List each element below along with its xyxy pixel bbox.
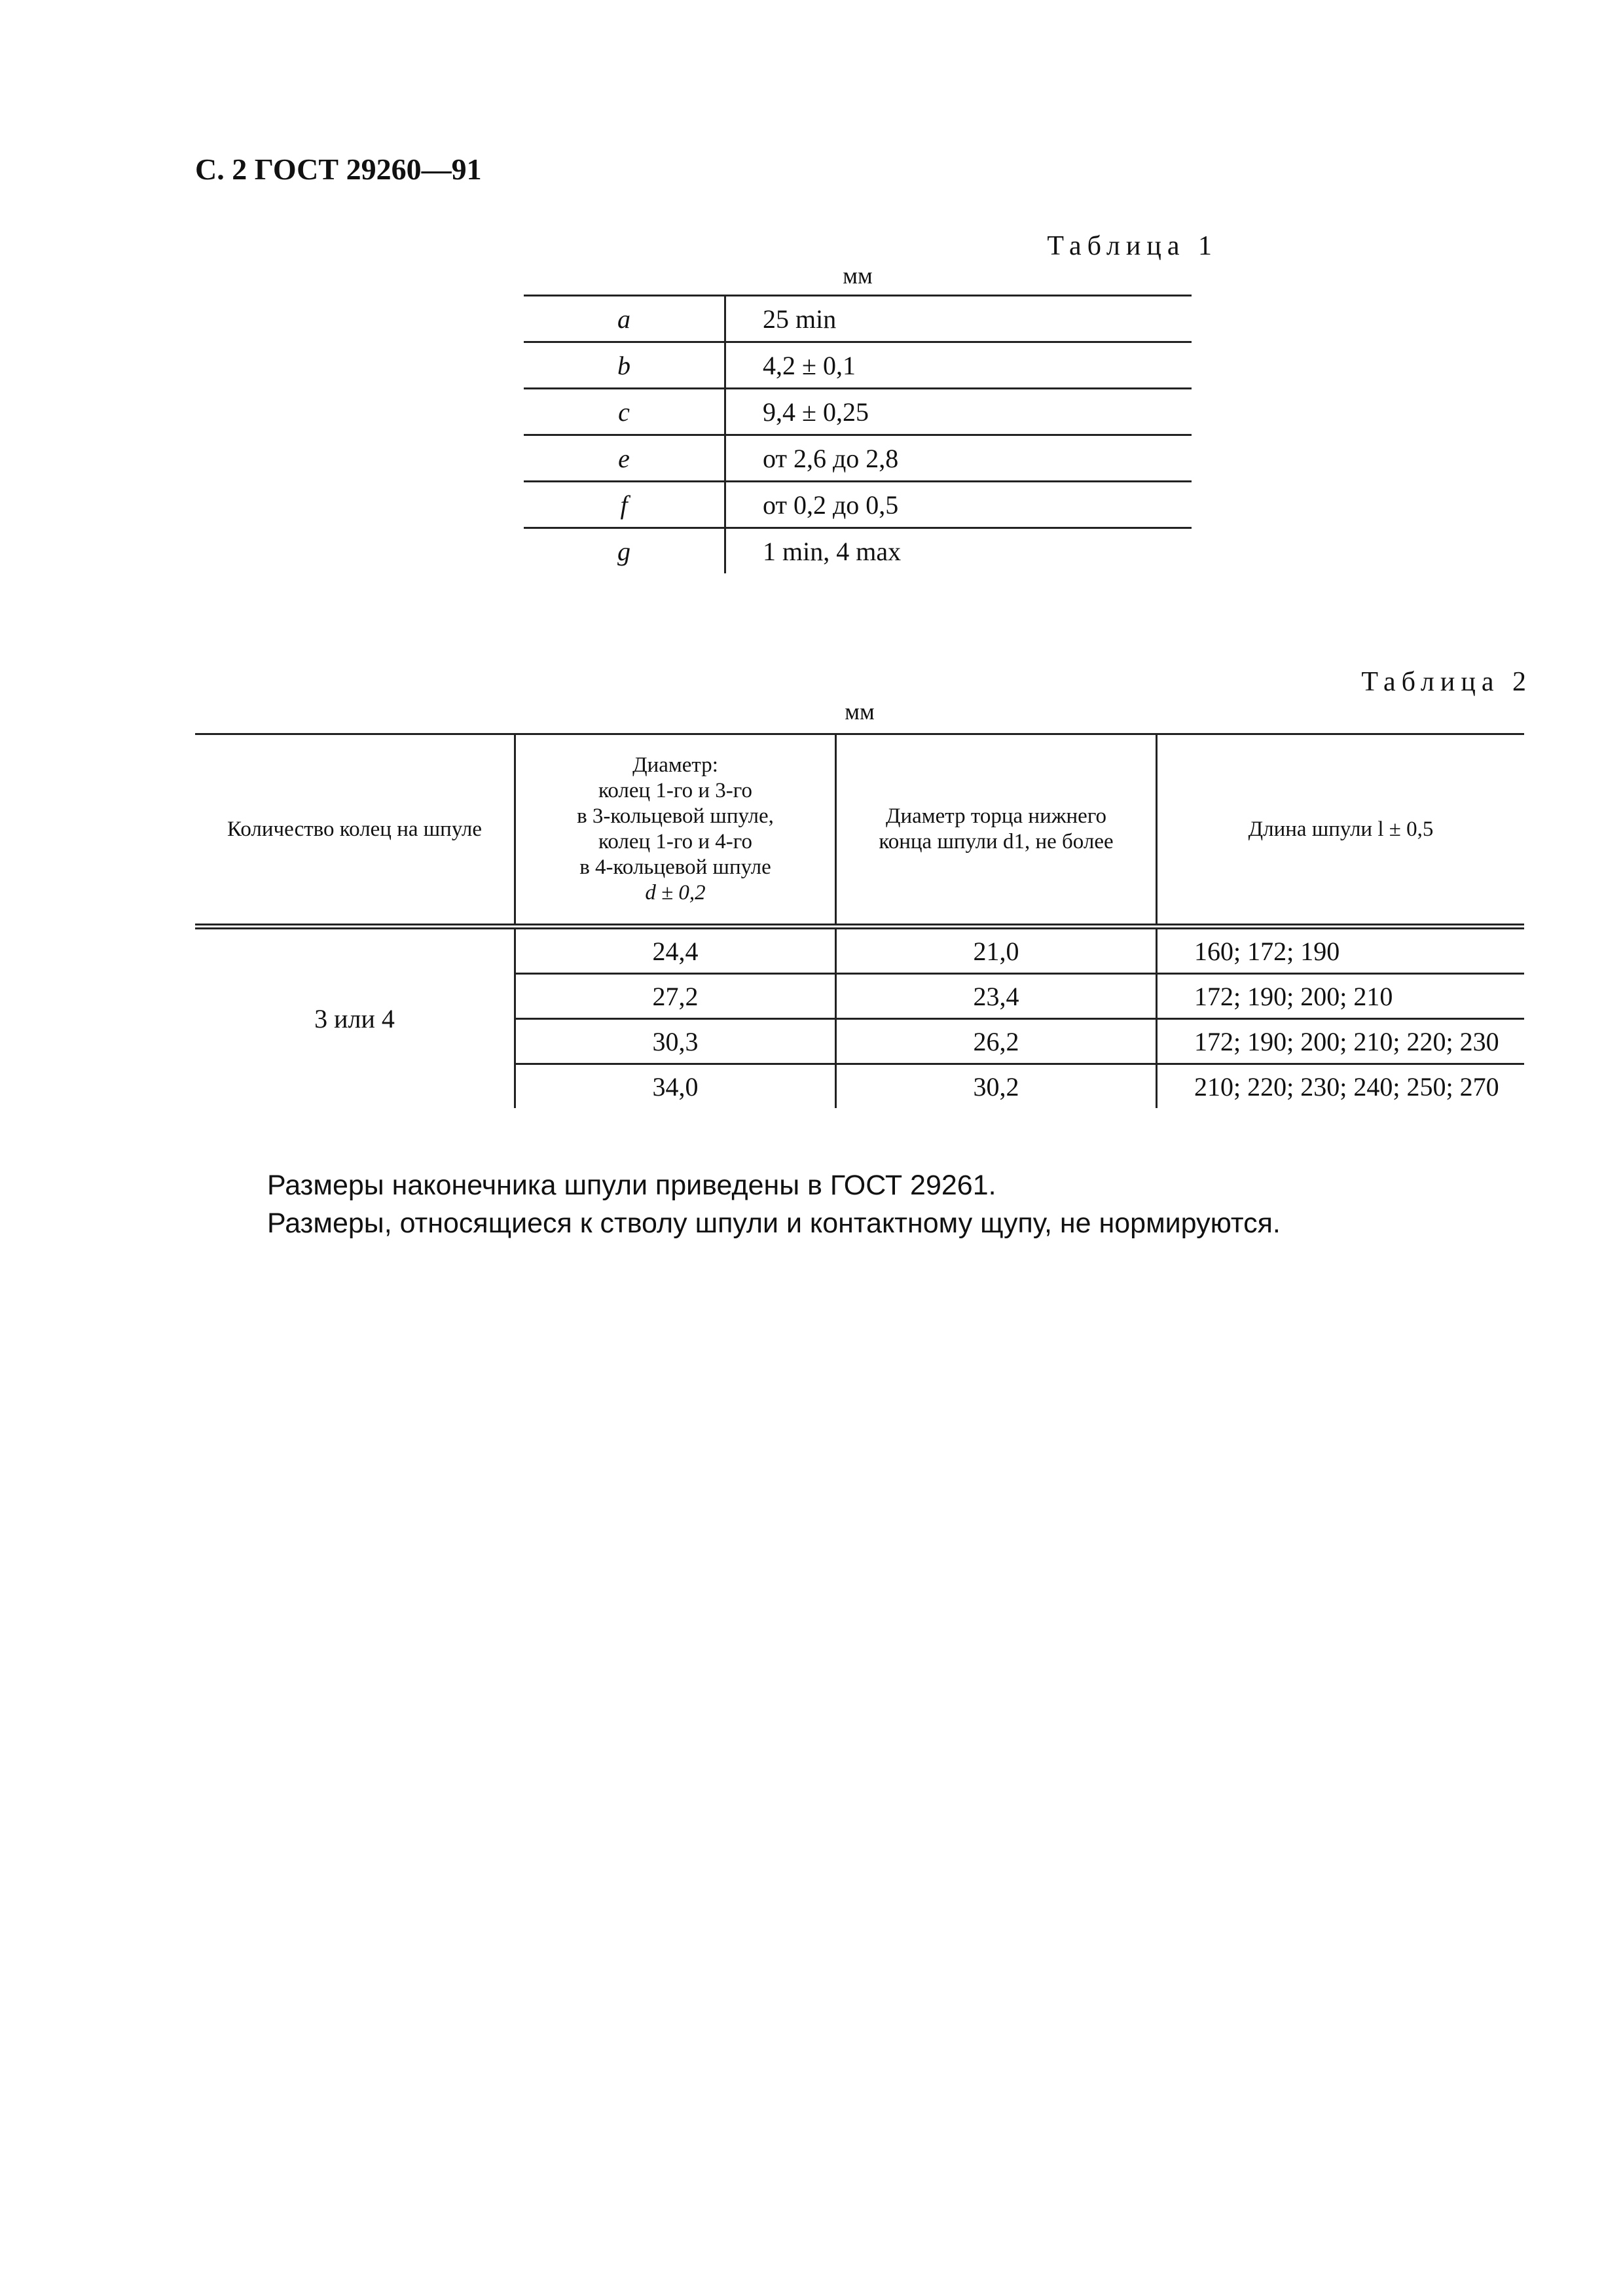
table-row <box>524 296 1192 342</box>
table1-caption: Таблица 1 <box>1047 231 1218 261</box>
header-line: d ± 0,2 <box>645 881 706 905</box>
symbol-cell: e <box>524 435 725 482</box>
end-diameter-cell: 23,4 <box>836 974 1157 1019</box>
header-line: Диаметр: <box>632 753 718 777</box>
note-line: Размеры, относящиеся к стволу шпули и контактному щупу, не нормируются. <box>267 1208 1281 1239</box>
value-cell: от 2,6 до 2,8 <box>725 435 1192 482</box>
ring-count-cell: 3 или 4 <box>195 927 515 1109</box>
table1 <box>524 295 1192 573</box>
symbol-cell: c <box>524 389 725 435</box>
table2 <box>195 733 1524 1108</box>
table2-caption: Таблица 2 <box>1361 667 1532 697</box>
end-diameter-cell: 26,2 <box>836 1019 1157 1064</box>
page-header: С. 2 ГОСТ 29260—91 <box>195 152 482 186</box>
header-ring-count: Количество колец на шпуле <box>195 734 515 927</box>
header-line: конца шпули d1, не более <box>879 830 1114 853</box>
value-cell: от 0,2 до 0,5 <box>725 482 1192 528</box>
table-row <box>524 482 1192 528</box>
notes <box>267 1166 1511 1242</box>
symbol-cell: g <box>524 528 725 574</box>
table-row <box>195 927 1524 974</box>
diameter-cell: 24,4 <box>515 927 836 974</box>
table-row <box>524 435 1192 482</box>
value-cell: 25 min <box>725 296 1192 342</box>
symbol-cell: f <box>524 482 725 528</box>
diameter-cell: 27,2 <box>515 974 836 1019</box>
header-line: в 3-кольцевой шпуле, <box>577 804 774 828</box>
note-line: Размеры наконечника шпули приведены в ГОСТ 29261. <box>267 1170 996 1201</box>
end-diameter-cell: 21,0 <box>836 927 1157 974</box>
length-cell: 160; 172; 190 <box>1157 927 1525 974</box>
table-row <box>524 528 1192 574</box>
header-line: Диаметр торца нижнего <box>885 804 1107 828</box>
length-cell: 172; 190; 200; 210; 220; 230 <box>1157 1019 1525 1064</box>
header-length: Длина шпули l ± 0,5 <box>1157 734 1525 927</box>
symbol-cell: a <box>524 296 725 342</box>
end-diameter-cell: 30,2 <box>836 1064 1157 1109</box>
table-row <box>524 342 1192 389</box>
header-line: в 4-кольцевой шпуле <box>579 855 771 879</box>
header-line: колец 1-го и 4-го <box>598 830 752 853</box>
value-cell: 4,2 ± 0,1 <box>725 342 1192 389</box>
table2-unit: мм <box>845 698 875 725</box>
table-row <box>524 389 1192 435</box>
symbol-cell: b <box>524 342 725 389</box>
table-header-row <box>195 734 1524 927</box>
header-diameter <box>515 734 836 927</box>
value-cell: 1 min, 4 max <box>725 528 1192 574</box>
value-cell: 9,4 ± 0,25 <box>725 389 1192 435</box>
diameter-cell: 34,0 <box>515 1064 836 1109</box>
length-cell: 210; 220; 230; 240; 250; 270 <box>1194 1071 1499 1102</box>
table1-unit: мм <box>843 262 873 289</box>
length-cell: 172; 190; 200; 210 <box>1157 974 1525 1019</box>
header-end-diameter <box>836 734 1157 927</box>
header-line: колец 1-го и 3-го <box>598 779 752 802</box>
diameter-cell: 30,3 <box>515 1019 836 1064</box>
